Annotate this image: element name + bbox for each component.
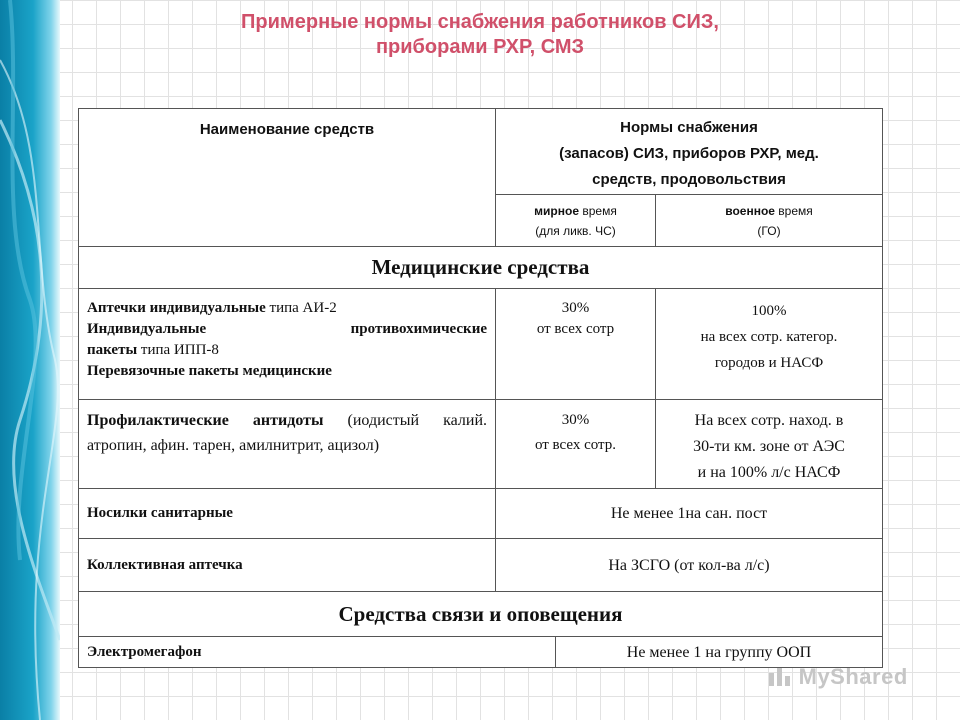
row-3-value: Не менее 1на сан. пост (496, 489, 883, 539)
header-peacetime (496, 195, 656, 247)
row-1-peacetime (496, 289, 656, 400)
section-title-medical: Медицинские средства (79, 247, 883, 289)
row-1-line-2: Индивидуальные противохимические (87, 321, 487, 337)
watermark-text: MyShared (798, 664, 908, 689)
table-row (79, 289, 883, 400)
slide-title (140, 10, 820, 60)
row-2-name (79, 400, 496, 489)
row-2-peacetime-line-1: 30% (561, 412, 590, 428)
slide-title-line-2: приборами РХР, СМЗ (375, 36, 585, 58)
row-5-name: Электромегафон (79, 637, 556, 668)
table-row (79, 539, 883, 592)
header-wartime-rest: время (774, 204, 813, 218)
header-norms-column (496, 109, 883, 195)
table-row (79, 489, 883, 539)
row-2-peacetime-line-2: от всех сотр. (534, 437, 617, 453)
row-2-name-rest: (иодистый калий. атропин, афин. тарен, амилнитрит, ацизол) (87, 412, 488, 454)
watermark-logo (768, 664, 908, 690)
row-1-peacetime-line-2: от всех сотр (536, 321, 615, 337)
header-norms-line-1: Нормы снабжения (620, 119, 758, 136)
row-1-wartime-line-1: 100% (751, 303, 787, 319)
row-2-wartime (656, 400, 883, 489)
row-3-name: Носилки санитарные (79, 489, 496, 539)
row-1-line-3-bold: пакеты (87, 342, 138, 358)
row-2-wartime-line-3: и на 100% л/с НАСФ (697, 464, 841, 481)
section-title-comms: Средства связи и оповещения (79, 592, 883, 637)
row-1-line-4: Перевязочные пакеты медицинские (87, 363, 332, 379)
row-1-line-1-rest: типа АИ-2 (265, 300, 337, 316)
row-1-wartime (656, 289, 883, 400)
row-1-peacetime-line-1: 30% (561, 300, 590, 316)
slide-title-line-1: Примерные нормы снабжения работников СИЗ, (241, 11, 719, 33)
header-wartime (656, 195, 883, 247)
table-row (79, 637, 883, 668)
header-peacetime-rest: время (579, 204, 617, 218)
row-2-wartime-line-2: 30-ти км. зоне от АЭС (693, 438, 845, 455)
header-norms-line-3: средств, продовольствия (592, 171, 786, 188)
row-1-name (79, 289, 496, 400)
row-2-wartime-line-1: На всех сотр. наход. в (694, 412, 844, 429)
section-row-medical (79, 247, 883, 289)
row-4-name: Коллективная аптечка (79, 539, 496, 592)
section-row-comms (79, 592, 883, 637)
row-2-peacetime (496, 400, 656, 489)
supply-norms-table (78, 108, 883, 668)
row-1-wartime-line-2: на всех сотр. категор. (700, 329, 838, 345)
header-wartime-bold: военное (725, 204, 775, 218)
row-2-name-bold: Профилактические антидоты (87, 412, 324, 429)
header-norms-line-2: (запасов) СИЗ, приборов РХР, мед. (559, 145, 819, 162)
watermark-icon (768, 665, 792, 687)
row-5-value: Не менее 1 на группу ООП (556, 637, 883, 668)
header-peacetime-bold: мирное (534, 204, 580, 218)
table-header-row (79, 109, 883, 195)
row-1-line-3-rest: типа ИПП-8 (137, 342, 219, 358)
row-4-value: На ЗСГО (от кол-ва л/с) (496, 539, 883, 592)
decorative-swirl-graphic (0, 0, 60, 720)
row-1-wartime-line-3: городов и НАСФ (714, 355, 824, 371)
header-peacetime-line-2: (для ликв. ЧС) (535, 224, 616, 238)
header-name-column: Наименование средств (79, 109, 496, 247)
row-1-line-1-bold: Аптечки индивидуальные (87, 300, 266, 316)
table-row (79, 400, 883, 489)
header-wartime-line-2: (ГО) (757, 224, 781, 238)
